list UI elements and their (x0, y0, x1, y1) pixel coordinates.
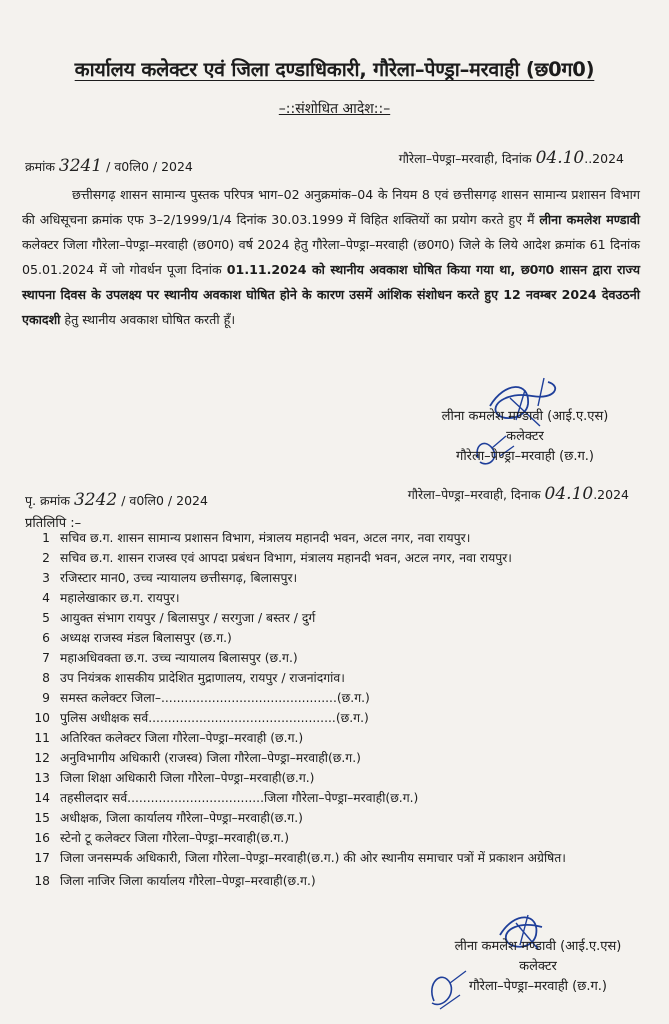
recipient-item (20, 688, 660, 708)
recipient-number: 4 (42, 591, 50, 605)
recipient-number: 16 (34, 831, 50, 845)
recipient-item (20, 528, 660, 548)
recipient-number: 8 (42, 671, 50, 685)
recipient-item (20, 871, 660, 891)
copy-date-line (408, 484, 629, 504)
recipient-item (20, 788, 660, 808)
signatory-designation: कलेक्टर (506, 429, 544, 444)
recipient-text: जिला शिक्षा अधिकारी जिला गौरेला–पेण्ड्रा–मरवाही(छ.ग.) (60, 771, 315, 785)
order-heading: –::संशोधित आदेश::– (278, 101, 391, 117)
recipient-number: 18 (34, 874, 50, 888)
recipient-number: 11 (34, 731, 50, 745)
recipient-item (20, 748, 660, 768)
copy-to-label: प्रतिलिपि :– (25, 516, 82, 531)
recipient-item (20, 628, 660, 648)
recipient-number: 10 (34, 711, 50, 725)
copy-number-handwritten: 3242 (73, 490, 118, 510)
recipient-text: अधीक्षक, जिला कार्यालय गौरेला–पेण्ड्रा–मरवाही(छ.ग.) (60, 811, 303, 825)
recipient-item (20, 768, 660, 788)
copy-date-year: .2024 (593, 487, 629, 502)
recipient-number: 1 (42, 531, 50, 545)
order-date-handwritten: 04.10 (535, 148, 585, 168)
body-bold-name: लीना कमलेश मण्डावी (539, 212, 640, 227)
recipient-list (20, 528, 660, 891)
recipient-text: पुलिस अधीक्षक सर्व................................................(छ.ग.) (60, 711, 369, 725)
recipient-text: आयुक्त संभाग रायपुर / बिलासपुर / सरगुजा / बस्तर / दुर्ग (60, 611, 316, 625)
recipient-number: 2 (42, 551, 50, 565)
order-number-suffix: / व0लि0 / 2024 (106, 159, 193, 174)
recipient-text: सचिव छ.ग. शासन राजस्व एवं आपदा प्रबंधन विभाग, मंत्रालय महानदी भवन, अटल नगर, नवा रायपुर। (60, 551, 512, 565)
copy-place-date-label: गौरेला–पेण्ड्रा–मरवाही, दिनाक (407, 487, 541, 502)
order-place-date-label: गौरेला–पेण्ड्रा–मरवाही, दिनांक (398, 151, 532, 166)
office-title: कार्यालय कलेक्टर एवं जिला दण्डाधिकारी, गौरेला–पेण्ड्रा–मरवाही (छ0ग0) (74, 58, 595, 81)
recipient-item (20, 588, 660, 608)
body-bold-rest: 01.11.2024 को स्थानीय अवकाश घोषित किया गया था, छ0ग0 शासन द्वारा राज्य स्थापना दिवस के उपलक्ष्य पर स्थानीय अवकाश घोषित होने के कारण उसमें आंशिक संशोधन करते हुए 12 नवम्बर 2024 देवउठनी एकादशी (22, 262, 641, 327)
recipient-number: 14 (34, 791, 50, 805)
body-text-3: हेतु स्थानीय अवकाश घोषित करती हूँ। (60, 312, 236, 327)
recipient-text: अतिरिक्त कलेक्टर जिला गौरेला–पेण्ड्रा–मरवाही (छ.ग.) (60, 731, 304, 745)
order-number-handwritten: 3241 (58, 156, 103, 176)
signature-block-1 (405, 407, 645, 467)
recipient-text: तहसीलदार सर्व...................................जिला गौरेला–पेण्ड्रा–मरवाही(छ.ग.) (60, 791, 419, 805)
order-number-line (25, 156, 193, 176)
copy-number-suffix: / व0लि0 / 2024 (121, 493, 208, 508)
recipient-text: उप नियंत्रक शासकीय प्रादेशित मुद्राणालय, रायपुर / राजनांदगांव। (60, 671, 345, 685)
order-date-line (399, 148, 624, 168)
order-number-label: क्रमांक (25, 159, 55, 174)
recipient-item (20, 608, 660, 628)
recipient-item (20, 548, 660, 568)
recipient-item (20, 850, 650, 867)
recipient-item (20, 568, 660, 588)
body-text-2: कलेक्टर जिला गौरेला–पेण्ड्रा–मरवाही (छ0ग0) वर्ष 2024 हेतु गौरेला–पेण्ड्रा–मरवाही (छ0ग0) जिले के लिये आदेश क्रमांक 61 दिनांक 05.01.2024 में जो गोवर्धन पूजा दिनांक (22, 237, 640, 277)
order-body (22, 182, 640, 332)
copy-number-line (25, 490, 208, 510)
recipient-text: अध्यक्ष राजस्व मंडल बिलासपुर (छ.ग.) (60, 631, 232, 645)
signatory-designation: कलेक्टर (519, 959, 557, 974)
recipient-number: 17 (34, 851, 50, 865)
body-text-1: छत्तीसगढ़ शासन सामान्य पुस्तक परिपत्र भाग–02 अनुक्रमांक–04 के नियम 8 एवं छत्तीसगढ़ शासन सामान्य प्रशासन विभाग की अधिसूचना क्रमांक एफ 3–2/1999/1/4 दिनांक 30.03.1999 में विहित शक्तियों का प्रयोग करते हुए मैं (22, 187, 640, 227)
signatory-place: गौरेला–पेण्ड्रा–मरवाही (छ.ग.) (456, 449, 594, 464)
recipient-number: 7 (42, 651, 50, 665)
recipient-number: 9 (42, 691, 50, 705)
signatory-place: गौरेला–पेण्ड्रा–मरवाही (छ.ग.) (469, 979, 607, 994)
recipient-text: सचिव छ.ग. शासन सामान्य प्रशासन विभाग, मंत्रालय महानदी भवन, अटल नगर, नवा रायपुर। (60, 531, 471, 545)
recipient-item (20, 808, 660, 828)
recipient-text: स्टेनो टू कलेक्टर जिला गौरेला–पेण्ड्रा–मरवाही(छ.ग.) (60, 831, 289, 845)
signature-block-2 (418, 937, 658, 997)
copy-number-label: पृ. क्रमांक (25, 493, 70, 508)
recipient-number: 5 (42, 611, 50, 625)
recipient-text: समस्त कलेक्टर जिला–.............................................(छ.ग.) (60, 691, 370, 705)
recipient-item (20, 668, 660, 688)
signatory-name: लीना कमलेश मण्डावी (आई.ए.एस) (441, 409, 609, 424)
recipient-number: 12 (34, 751, 50, 765)
copy-date-handwritten: 04.10 (544, 484, 594, 504)
recipient-text: रजिस्टार मान0, उच्च न्यायालय छत्तीसगढ़, बिलासपुर। (60, 571, 298, 585)
recipient-number: 3 (42, 571, 50, 585)
recipient-number: 15 (34, 811, 50, 825)
recipient-number: 6 (42, 631, 50, 645)
recipient-item (20, 828, 660, 848)
recipient-text: जिला नाजिर जिला कार्यालय गौरेला–पेण्ड्रा–मरवाही(छ.ग.) (60, 874, 316, 888)
signatory-name: लीना कमलेश मण्डावी (आई.ए.एस) (454, 939, 622, 954)
recipient-item (20, 708, 660, 728)
recipient-text: महालेखाकार छ.ग. रायपुर। (60, 591, 180, 605)
recipient-text: महाअधिवक्ता छ.ग. उच्च न्यायालय बिलासपुर (छ.ग.) (60, 651, 298, 665)
recipient-text: जिला जनसम्पर्क अधिकारी, जिला गौरेला–पेण्ड्रा–मरवाही(छ.ग.) की ओर स्थानीय समाचार पत्रों में प्रकाशन अग्रेषित। (60, 851, 566, 865)
recipient-text: अनुविभागीय अधिकारी (राजस्व) जिला गौरेला–पेण्ड्रा–मरवाही(छ.ग.) (60, 751, 361, 765)
recipient-item (20, 648, 660, 668)
recipient-item (20, 728, 660, 748)
recipient-number: 13 (34, 771, 50, 785)
order-date-year: ..2024 (584, 151, 624, 166)
